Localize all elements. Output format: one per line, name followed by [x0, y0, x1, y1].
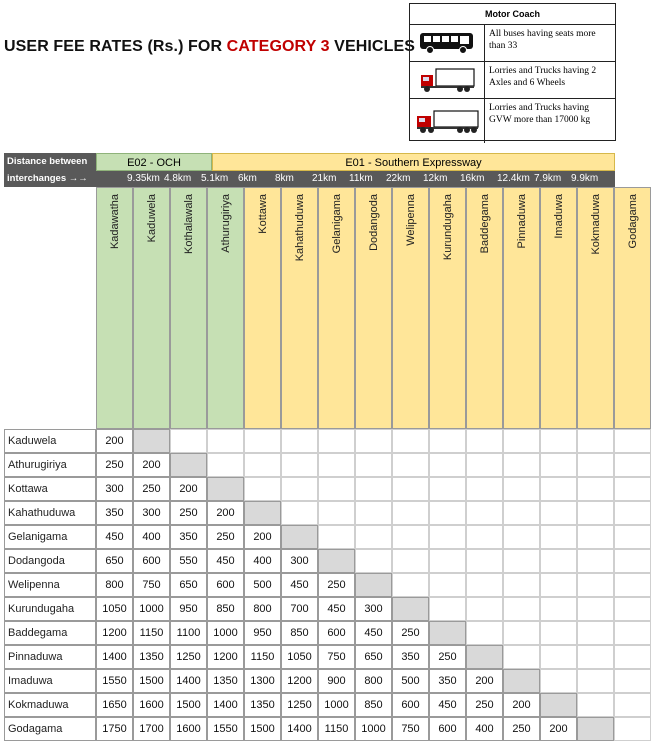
fee-cell: 1400 [207, 693, 244, 717]
fee-cell: 200 [170, 477, 207, 501]
empty-cell [466, 573, 503, 597]
fee-cell: 500 [244, 573, 281, 597]
empty-cell [392, 453, 429, 477]
fee-cell: 1250 [170, 645, 207, 669]
header-interchanges-label: interchanges →→ [4, 171, 96, 187]
distance-label: 16km [460, 173, 485, 184]
empty-cell [540, 693, 577, 717]
fee-cell: 800 [355, 669, 392, 693]
empty-cell [577, 597, 614, 621]
empty-cell [540, 597, 577, 621]
fee-cell: 1650 [96, 693, 133, 717]
legend-row-truck-6-wheel [410, 62, 615, 99]
empty-cell [540, 573, 577, 597]
empty-cell [614, 429, 651, 453]
empty-cell [318, 477, 355, 501]
column-header-label: Imaduwa [552, 194, 565, 239]
empty-cell [466, 501, 503, 525]
row-label-kottawa: Kottawa [4, 477, 96, 501]
empty-cell [614, 573, 651, 597]
column-header-label: Kokmaduwa [589, 194, 602, 255]
legend-row-truck-gvw [410, 99, 615, 143]
column-header-welipenna [392, 187, 429, 429]
empty-cell [577, 525, 614, 549]
fee-cell: 900 [318, 669, 355, 693]
fee-cell: 600 [392, 693, 429, 717]
fee-cell: 200 [207, 501, 244, 525]
distance-label: 7.9km [534, 173, 562, 184]
fee-cell: 700 [281, 597, 318, 621]
distance-label: 9.35km [127, 173, 160, 184]
fee-cell: 1400 [96, 645, 133, 669]
fee-cell: 250 [170, 501, 207, 525]
empty-cell [244, 429, 281, 453]
fee-cell: 250 [392, 621, 429, 645]
empty-cell [614, 453, 651, 477]
column-header-label: Godagama [626, 194, 639, 249]
fee-cell: 350 [170, 525, 207, 549]
fee-cell: 600 [207, 573, 244, 597]
fee-cell: 1050 [96, 597, 133, 621]
row-label-kahathuduwa: Kahathuduwa [4, 501, 96, 525]
column-header-dodangoda [355, 187, 392, 429]
empty-cell [207, 453, 244, 477]
empty-cell [540, 429, 577, 453]
fee-cell: 1250 [281, 693, 318, 717]
legend-text-bus: All buses having seats more than 33 [489, 29, 596, 51]
empty-cell [540, 525, 577, 549]
column-header-kokmaduwa [577, 187, 614, 429]
empty-cell [429, 525, 466, 549]
column-header-label: Welipenna [404, 194, 417, 246]
empty-cell [577, 501, 614, 525]
empty-cell [540, 477, 577, 501]
fee-cell: 750 [392, 717, 429, 741]
fee-cell: 250 [318, 573, 355, 597]
distance-label: 11km [349, 173, 373, 184]
fee-cell: 250 [429, 645, 466, 669]
group-header-och: E02 - OCH [96, 153, 212, 171]
empty-cell [281, 453, 318, 477]
title-prefix: USER FEE RATES (Rs.) FOR [4, 38, 227, 55]
empty-cell [466, 549, 503, 573]
empty-cell [503, 669, 540, 693]
column-header-label: Baddegama [478, 194, 491, 254]
fee-cell: 650 [96, 549, 133, 573]
distance-label: 22km [386, 173, 411, 184]
empty-cell [614, 549, 651, 573]
fee-cell: 450 [96, 525, 133, 549]
empty-cell [540, 645, 577, 669]
column-header-imaduwa [540, 187, 577, 429]
empty-cell [355, 549, 392, 573]
fee-cell: 200 [466, 669, 503, 693]
group-header-southern-expressway: E01 - Southern Expressway [212, 153, 615, 171]
empty-cell [355, 429, 392, 453]
fee-cell: 300 [281, 549, 318, 573]
empty-cell [614, 717, 651, 741]
empty-cell [429, 621, 466, 645]
empty-cell [281, 501, 318, 525]
empty-cell [614, 597, 651, 621]
column-header-kahathuduwa [281, 187, 318, 429]
fee-cell: 250 [503, 717, 540, 741]
fee-cell: 850 [355, 693, 392, 717]
column-header-label: Dodangoda [367, 194, 380, 251]
fee-cell: 250 [96, 453, 133, 477]
fee-cell: 1750 [96, 717, 133, 741]
page-title [4, 38, 415, 56]
title-category: CATEGORY 3 [226, 38, 330, 55]
empty-cell [281, 429, 318, 453]
empty-cell [466, 525, 503, 549]
legend-text-truck-gvw: Lorries and Trucks having GVW more than 17000 kg [489, 103, 591, 125]
fee-cell: 400 [244, 549, 281, 573]
column-header-godagama [614, 187, 651, 429]
distance-label: 21km [312, 173, 337, 184]
empty-cell [503, 525, 540, 549]
empty-cell [614, 477, 651, 501]
fee-cell: 600 [318, 621, 355, 645]
row-label-kurundugaha: Kurundugaha [4, 597, 96, 621]
empty-cell [577, 477, 614, 501]
fee-cell: 950 [170, 597, 207, 621]
fee-cell: 650 [355, 645, 392, 669]
fee-cell: 1150 [133, 621, 170, 645]
empty-cell [466, 597, 503, 621]
fee-cell: 1350 [244, 693, 281, 717]
empty-cell [577, 429, 614, 453]
empty-cell [466, 477, 503, 501]
empty-cell [614, 669, 651, 693]
fee-cell: 850 [207, 597, 244, 621]
row-label-imaduwa: Imaduwa [4, 669, 96, 693]
empty-cell [429, 573, 466, 597]
fee-cell: 1200 [96, 621, 133, 645]
fee-cell: 1500 [170, 693, 207, 717]
fee-cell: 1100 [170, 621, 207, 645]
empty-cell [244, 501, 281, 525]
column-header-label: Pinnaduwa [515, 194, 528, 249]
fee-cell: 1050 [281, 645, 318, 669]
fee-cell: 350 [429, 669, 466, 693]
empty-cell [355, 525, 392, 549]
empty-cell [244, 477, 281, 501]
fee-cell: 450 [318, 597, 355, 621]
fee-cell: 200 [244, 525, 281, 549]
column-header-athurugiriya [207, 187, 244, 429]
fee-cell: 1400 [170, 669, 207, 693]
legend-text-truck-6-wheel: Lorries and Trucks having 2 Axles and 6 Wheels [489, 66, 597, 88]
empty-cell [577, 717, 614, 741]
empty-cell [392, 573, 429, 597]
empty-cell [429, 477, 466, 501]
fee-cell: 300 [133, 501, 170, 525]
row-label-athurugiriya: Athurugiriya [4, 453, 96, 477]
empty-cell [170, 429, 207, 453]
fee-cell: 1150 [244, 645, 281, 669]
column-header-label: Kadawatha [108, 194, 121, 250]
empty-cell [429, 429, 466, 453]
fee-cell: 1400 [281, 717, 318, 741]
fee-cell: 1600 [133, 693, 170, 717]
empty-cell [503, 573, 540, 597]
distance-label: 8km [275, 173, 294, 184]
fee-cell: 450 [281, 573, 318, 597]
empty-cell [577, 621, 614, 645]
empty-cell [244, 453, 281, 477]
column-header-kottawa [244, 187, 281, 429]
fee-cell: 200 [540, 717, 577, 741]
header-distance-label: Distance between [4, 153, 96, 171]
fee-cell: 650 [170, 573, 207, 597]
empty-cell [466, 645, 503, 669]
row-label-baddegama: Baddegama [4, 621, 96, 645]
fee-cell: 950 [244, 621, 281, 645]
empty-cell [577, 549, 614, 573]
empty-cell [392, 429, 429, 453]
distance-label: 6km [238, 173, 257, 184]
fee-cell: 750 [318, 645, 355, 669]
row-label-gelanigama: Gelanigama [4, 525, 96, 549]
fee-cell: 300 [96, 477, 133, 501]
fee-cell: 1200 [207, 645, 244, 669]
empty-cell [355, 477, 392, 501]
fee-cell: 1200 [281, 669, 318, 693]
fee-cell: 400 [133, 525, 170, 549]
column-header-kurundugaha [429, 187, 466, 429]
distance-label: 9.9km [571, 173, 599, 184]
empty-cell [577, 453, 614, 477]
column-header-label: Kahathuduwa [293, 194, 306, 262]
fee-cell: 1350 [133, 645, 170, 669]
empty-cell [318, 525, 355, 549]
fee-cell: 600 [429, 717, 466, 741]
column-header-kadawatha [96, 187, 133, 429]
empty-cell [355, 453, 392, 477]
fee-cell: 1550 [96, 669, 133, 693]
empty-cell [614, 501, 651, 525]
row-label-godagama: Godagama [4, 717, 96, 741]
column-header-label: Athurugiriya [219, 194, 232, 253]
empty-cell [429, 597, 466, 621]
distance-label: 5.1km [201, 173, 229, 184]
fee-cell: 450 [355, 621, 392, 645]
empty-cell [355, 501, 392, 525]
column-header-kaduwela [133, 187, 170, 429]
empty-cell [466, 453, 503, 477]
empty-cell [503, 477, 540, 501]
column-header-pinnaduwa [503, 187, 540, 429]
empty-cell [318, 453, 355, 477]
fee-cell: 750 [133, 573, 170, 597]
row-label-dodangoda: Dodangoda [4, 549, 96, 573]
fee-cell: 450 [207, 549, 244, 573]
empty-cell [577, 693, 614, 717]
row-label-welipenna: Welipenna [4, 573, 96, 597]
distance-label: 12km [423, 173, 448, 184]
fee-cell: 300 [355, 597, 392, 621]
empty-cell [392, 501, 429, 525]
empty-cell [281, 525, 318, 549]
empty-cell [318, 501, 355, 525]
fee-cell: 400 [466, 717, 503, 741]
empty-cell [392, 525, 429, 549]
fee-cell: 350 [96, 501, 133, 525]
empty-cell [503, 501, 540, 525]
empty-cell [503, 597, 540, 621]
empty-cell [503, 621, 540, 645]
empty-cell [577, 573, 614, 597]
fee-cell: 800 [96, 573, 133, 597]
fee-cell: 600 [133, 549, 170, 573]
empty-cell [318, 549, 355, 573]
empty-cell [540, 453, 577, 477]
empty-cell [133, 429, 170, 453]
fee-cell: 1000 [318, 693, 355, 717]
column-header-baddegama [466, 187, 503, 429]
fee-cell: 550 [170, 549, 207, 573]
fee-cell: 1000 [355, 717, 392, 741]
fee-cell: 250 [133, 477, 170, 501]
empty-cell [466, 429, 503, 453]
fee-cell: 250 [466, 693, 503, 717]
column-header-label: Kaduwela [145, 194, 158, 243]
fee-cell: 1300 [244, 669, 281, 693]
empty-cell [429, 501, 466, 525]
empty-cell [392, 549, 429, 573]
empty-cell [466, 621, 503, 645]
fee-cell: 1500 [133, 669, 170, 693]
fee-cell: 1600 [170, 717, 207, 741]
empty-cell [207, 477, 244, 501]
column-header-label: Kothalawala [182, 194, 195, 254]
fee-cell: 200 [96, 429, 133, 453]
fee-cell: 1500 [244, 717, 281, 741]
empty-cell [207, 429, 244, 453]
empty-cell [429, 549, 466, 573]
vehicle-category-legend [409, 3, 616, 141]
empty-cell [577, 645, 614, 669]
empty-cell [503, 549, 540, 573]
truck-6-wheel-icon [410, 62, 485, 98]
fee-cell: 500 [392, 669, 429, 693]
empty-cell [614, 693, 651, 717]
empty-cell [281, 477, 318, 501]
column-header-kothalawala [170, 187, 207, 429]
empty-cell [355, 573, 392, 597]
column-header-label: Kurundugaha [441, 194, 454, 261]
bus-icon [410, 25, 485, 61]
empty-cell [503, 645, 540, 669]
empty-cell [614, 525, 651, 549]
distance-label: 4.8km [164, 173, 192, 184]
empty-cell [392, 597, 429, 621]
empty-cell [318, 429, 355, 453]
empty-cell [540, 669, 577, 693]
row-label-kaduwela: Kaduwela [4, 429, 96, 453]
distance-label: 12.4km [497, 173, 530, 184]
fee-cell: 200 [503, 693, 540, 717]
fee-cell: 1350 [207, 669, 244, 693]
legend-row-bus [410, 25, 615, 62]
column-header-gelanigama [318, 187, 355, 429]
fee-cell: 800 [244, 597, 281, 621]
empty-cell [577, 669, 614, 693]
truck-gvw-icon [410, 99, 485, 143]
empty-cell [170, 453, 207, 477]
column-header-label: Gelanigama [330, 194, 343, 254]
distance-strip [96, 171, 615, 187]
row-label-kokmaduwa: Kokmaduwa [4, 693, 96, 717]
empty-cell [540, 549, 577, 573]
legend-heading: Motor Coach [410, 4, 615, 25]
empty-cell [614, 621, 651, 645]
fee-cell: 200 [133, 453, 170, 477]
column-header-label: Kottawa [256, 194, 269, 234]
empty-cell [429, 453, 466, 477]
row-label-pinnaduwa: Pinnaduwa [4, 645, 96, 669]
empty-cell [614, 645, 651, 669]
fee-cell: 1000 [207, 621, 244, 645]
fee-cell: 1000 [133, 597, 170, 621]
fee-cell: 350 [392, 645, 429, 669]
empty-cell [503, 429, 540, 453]
empty-cell [503, 453, 540, 477]
fee-cell: 1150 [318, 717, 355, 741]
empty-cell [540, 501, 577, 525]
fee-cell: 1550 [207, 717, 244, 741]
title-suffix: VEHICLES [329, 38, 415, 55]
empty-cell [540, 621, 577, 645]
fee-cell: 1700 [133, 717, 170, 741]
fee-cell: 450 [429, 693, 466, 717]
fee-cell: 850 [281, 621, 318, 645]
empty-cell [392, 477, 429, 501]
fee-cell: 250 [207, 525, 244, 549]
